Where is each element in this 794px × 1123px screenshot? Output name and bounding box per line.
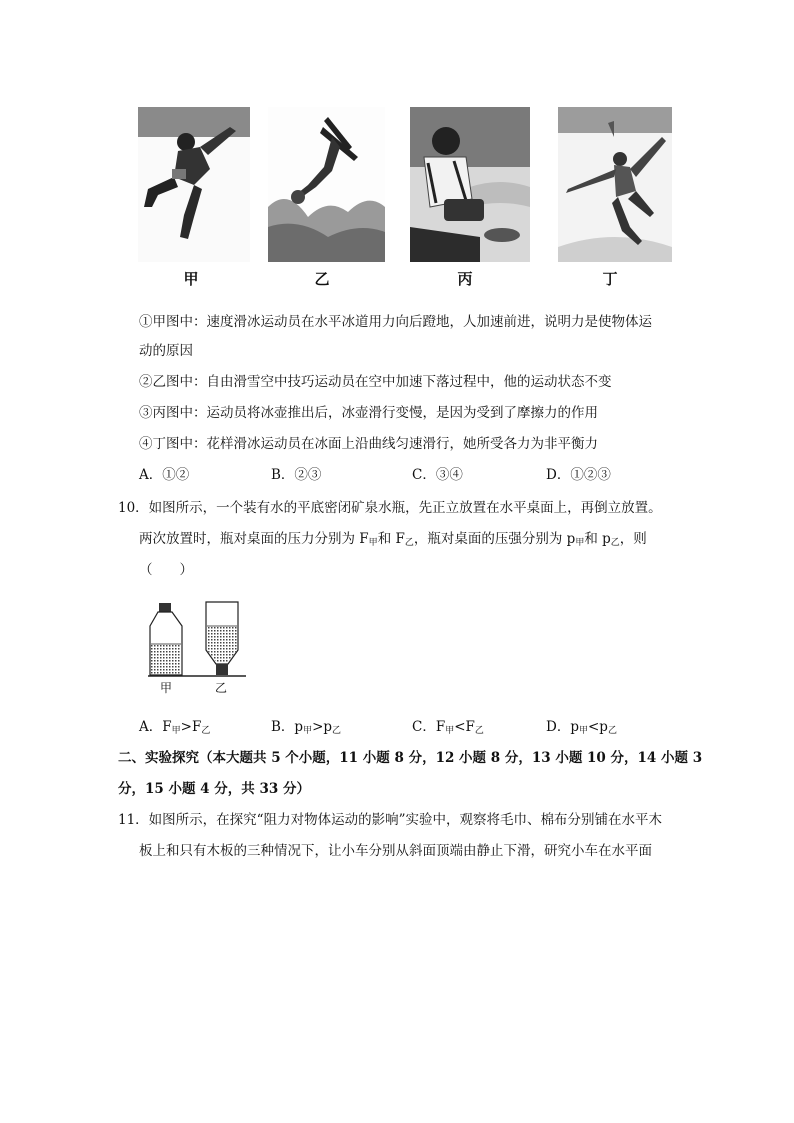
caption-jia: 甲 (183, 270, 199, 288)
q9-option-a: A．①② (139, 467, 190, 483)
q9-option-c: C．③④ (412, 467, 463, 483)
q10-option-a: A．$F_甲>F_乙$ (139, 719, 211, 736)
q9-statement-1-cont: 动的原因 (139, 343, 193, 359)
q10-line-1: 10．如图所示，一个装有水的平底密闭矿泉水瓶，先正立放置在水平桌面上，再倒立放置。 (118, 500, 662, 516)
caption-yi: 乙 (314, 270, 330, 288)
photo-figure-skater (558, 107, 672, 262)
q10-option-c: C．$F_甲<F_乙$ (412, 719, 484, 736)
q9-statement-3: ③丙图中：运动员将冰壶推出后，冰壶滑行变慢，是因为受到了摩擦力的作用 (139, 405, 598, 421)
bottle-label-yi: 乙 (215, 681, 228, 695)
bottle-inverted (206, 602, 238, 675)
photo-speed-skater (138, 107, 250, 262)
q10-line-2: 两次放置时，瓶对桌面的压力分别为 $F_甲$和 $F_乙$，瓶对桌面的压强分别为 $p_甲$和 $p_乙$，则 (139, 531, 647, 548)
q11-line-1: 11．如图所示，在探究“阻力对物体运动的影响”实验中，观察将毛巾、棉布分别铺在水平木 (118, 812, 662, 828)
q9-statement-2: ②乙图中：自由滑雪空中技巧运动员在空中加速下落过程中，他的运动状态不变 (139, 374, 612, 390)
caption-bing: 丙 (457, 270, 473, 288)
q11-line-2: 板上和只有木板的三种情况下，让小车分别从斜面顶端由静止下滑，研究小车在水平面 (139, 843, 652, 859)
q9-statement-4: ④丁图中：花样滑冰运动员在冰面上沿曲线匀速滑行，她所受各力为非平衡力 (139, 436, 598, 452)
caption-ding: 丁 (602, 270, 618, 288)
bottle-label-jia: 甲 (160, 681, 173, 695)
q9-option-b: B．②③ (271, 467, 322, 483)
q9-statement-1: ①甲图中：速度滑冰运动员在水平冰道用力向后蹬地，人加速前进，说明力是使物体运 (139, 314, 652, 330)
q9-option-d: D．①②③ (546, 467, 611, 483)
photo-aerial-skier (268, 107, 385, 262)
q10-option-d: D．$p_甲<p_乙$ (546, 719, 617, 736)
section-2-heading: 二、实验探究（本大题共 5 个小题，11 小题 8 分，12 小题 8 分，13 小题 10 分，14 小题 3 (118, 750, 703, 766)
section-2-heading-cont: 分，15 小题 4 分，共 33 分） (118, 781, 310, 797)
bottle-upright (150, 603, 182, 675)
photo-curler (410, 107, 530, 262)
q10-option-b: B．$p_甲>p_乙$ (271, 719, 342, 736)
q10-answer-blank: （ ） (139, 562, 193, 578)
